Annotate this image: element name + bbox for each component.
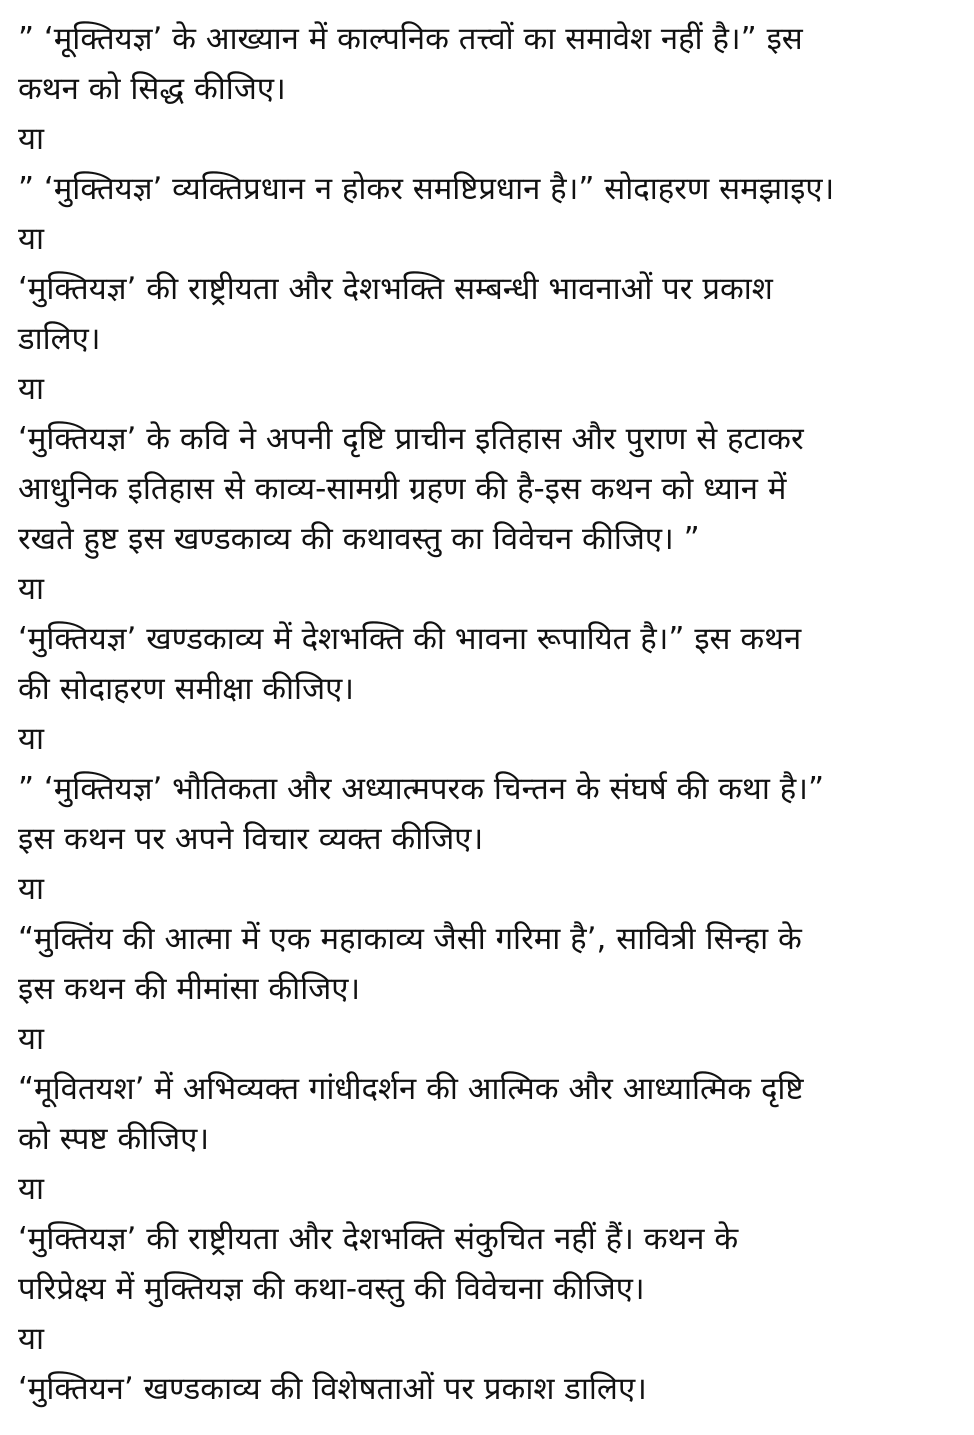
question-line: ” ‘मुक्तियज्ञ’ भौतिकता और अध्यात्मपरक चिन्तन के संघर्ष की कथा है।”: [18, 771, 825, 807]
question-5: [18, 614, 956, 714]
or-separator: या: [18, 721, 45, 757]
question-line: ‘मुक्तियज्ञ’ की राष्ट्रीयता और देशभक्ति सम्बन्धी भावनाओं पर प्रकाश: [18, 271, 773, 307]
or-separator: या: [18, 371, 45, 407]
question-line: ‘मुक्तियज्ञ’ के कवि ने अपनी दृष्टि प्राचीन इतिहास और पुराण से हटाकर: [18, 421, 804, 457]
question-line: की सोदाहरण समीक्षा कीजिए।: [18, 671, 354, 707]
or-separator: या: [18, 1321, 45, 1357]
question-line: इस कथन पर अपने विचार व्यक्त कीजिए।: [18, 821, 484, 857]
question-line: डालिए।: [18, 321, 101, 357]
question-1: [18, 14, 956, 114]
question-line: ‘मुक्तियन’ खण्डकाव्य की विशेषताओं पर प्रकाश डालिए।: [18, 1371, 647, 1407]
question-10: [18, 1364, 956, 1414]
question-line: को स्पष्ट कीजिए।: [18, 1121, 210, 1157]
question-line: ” ‘मूक्तियज्ञ’ के आख्यान में काल्पनिक तत्त्वों का समावेश नहीं है।” इस: [18, 21, 803, 57]
question-9: [18, 1214, 956, 1314]
or-separator: या: [18, 121, 45, 157]
question-line: रखते हुष्ट इस खण्डकाव्य की कथावस्तु का विवेचन कीजिए। ”: [18, 521, 700, 557]
question-line: ” ‘मुक्तियज्ञ’ व्यक्तिप्रधान न होकर समष्टिप्रधान है।” सोदाहरण समझाइए।: [18, 171, 835, 207]
question-8: [18, 1064, 956, 1164]
question-line: इस कथन की मीमांसा कीजिए।: [18, 971, 361, 1007]
question-3: [18, 264, 956, 364]
or-separator: या: [18, 221, 45, 257]
question-6: [18, 764, 956, 864]
question-2: [18, 164, 956, 214]
question-line: कथन को सिद्ध कीजिए।: [18, 71, 286, 107]
question-line: परिप्रेक्ष्य में मुक्तियज्ञ की कथा-वस्तु की विवेचना कीजिए।: [18, 1271, 645, 1307]
or-separator: या: [18, 871, 45, 907]
question-line: ‘मुक्तियज्ञ’ की राष्ट्रीयता और देशभक्ति संकुचित नहीं हैं। कथन के: [18, 1221, 739, 1257]
question-line: “मुक्तिंय की आत्मा में एक महाकाव्य जैसी गरिमा है’, सावित्री सिन्हा के: [18, 921, 802, 957]
or-separator: या: [18, 571, 45, 607]
question-line: “मूवितयश’ में अभिव्यक्त गांधीदर्शन की आत्मिक और आध्यात्मिक दृष्टि: [18, 1071, 804, 1107]
question-line: आधुनिक इतिहास से काव्य-सामग्री ग्रहण की है-इस कथन को ध्यान में: [18, 471, 787, 507]
question-7: [18, 914, 956, 1014]
or-separator: या: [18, 1021, 45, 1057]
question-line: ‘मुक्तियज्ञ’ खण्डकाव्य में देशभक्ति की भावना रूपायित है।” इस कथन: [18, 621, 802, 657]
or-separator: या: [18, 1171, 45, 1207]
question-4: [18, 414, 956, 564]
